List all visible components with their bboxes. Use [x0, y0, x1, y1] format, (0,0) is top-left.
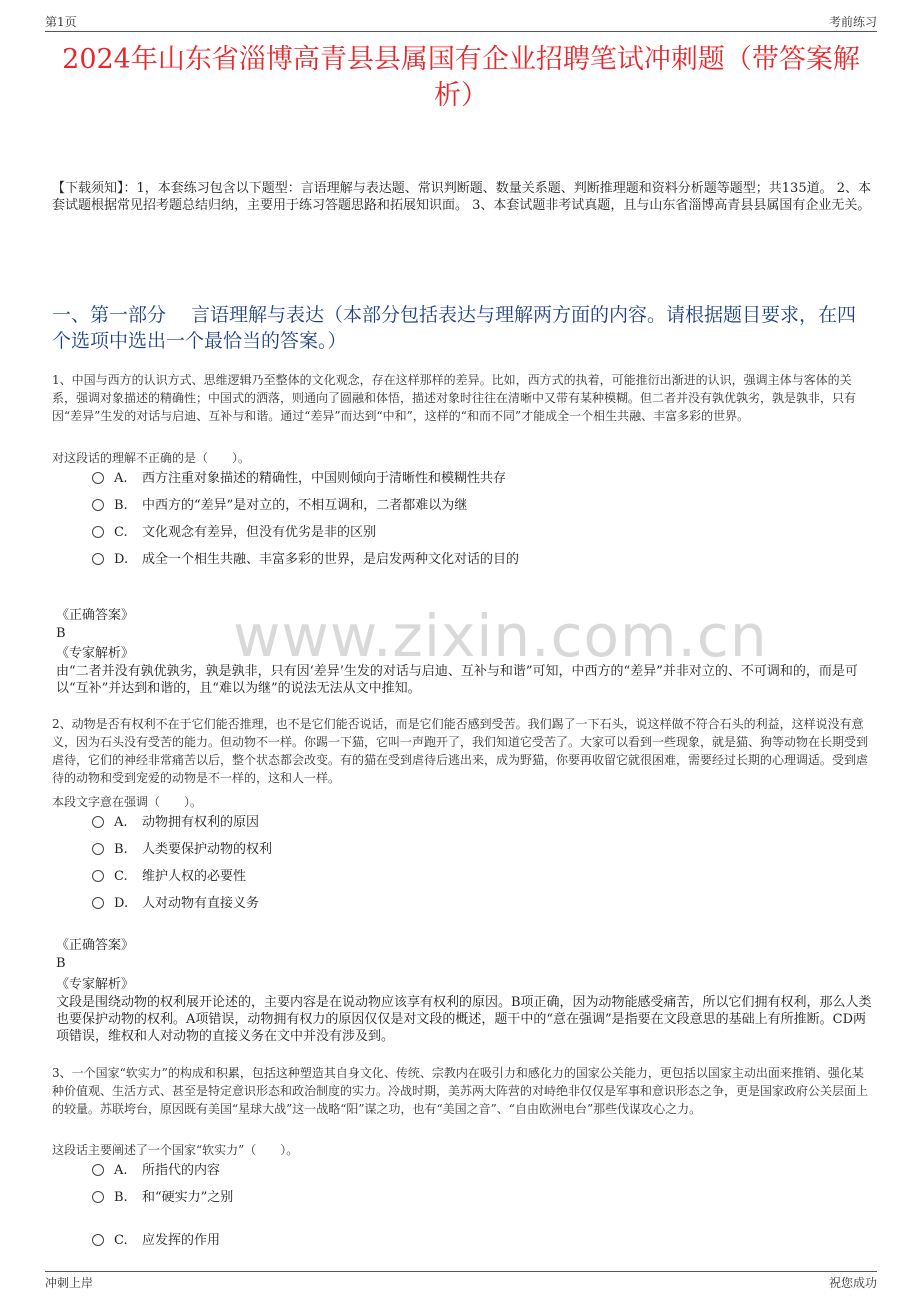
radio-icon[interactable]	[92, 870, 104, 882]
header-label: 考前练习	[828, 15, 877, 29]
question-1-option-c[interactable]: C. 文化观念有差异，但没有优劣是非的区别	[92, 523, 376, 543]
answer-label: 《正确答案》	[56, 938, 135, 953]
page-header	[45, 13, 877, 32]
question-1-option-d[interactable]: D. 成全一个相生共融、丰富多彩的世界，是启发两种文化对话的目的	[92, 550, 519, 570]
radio-icon[interactable]	[92, 816, 104, 828]
analysis-text: 由“二者并没有孰优孰劣，孰是孰非，只有因‘差异’生发的对话与启迪、互补与和谐”可知，中西方的“差异”并非对立的、不可调和的，而是可以“互补”并达到和谐的，且“难以为继”的说法无法从文中推知。	[56, 664, 858, 696]
analysis-text: 文段是围绕动物的权利展开论述的，主要内容是在说动物应该享有权利的原因。B项正确，因为动物能感受痛苦，所以它们拥有权利，那么人类也要保护动物的权利。A项错误，动物拥有权力的原因仅仅是对文段的概述，题干中的“意在强调”是指要在文段意思的基础上有所推断。CD两项错误，维权和人对动物的直接义务在文中并没有涉及到。	[56, 995, 872, 1044]
analysis-label: 《专家解析》	[56, 646, 135, 661]
question-1-option-a[interactable]: A. 西方注重对象描述的精确性，中国则倾向于清晰性和模糊性共存	[92, 469, 506, 489]
radio-icon[interactable]	[92, 1234, 104, 1246]
radio-icon[interactable]	[92, 897, 104, 909]
section-heading: 一、第一部分 言语理解与表达（本部分包括表达与理解两方面的内容。请根据题目要求，在四个选项中选出一个最恰当的答案。）	[52, 304, 857, 352]
footer-left: 冲刺上岸	[45, 1276, 94, 1290]
answer-value: B	[56, 626, 66, 641]
question-2-text: 2、动物是否有权利不在于它们能否推理，也不是它们能否说话，而是它们能否感到受苦。我们踢了一下石头，说这样做不符合石头的利益，这样说没有意义，因为石头没有受苦的能力。但动物不一样。你踢一下猫，它叫一声跑开了，我们知道它受苦了。大家可以看到一些现象，就是猫、狗等动物在长期受到虐待，它们的神经非常痛苦以后，整个状态都会改变。有的猫在受到虐待后逃出来，成为野猫，你要再收留它就很困难，需要经过长期的心理调适。受到虐待的动物和受到宠爱的动物是不一样的，这和人一样。	[52, 717, 869, 785]
question-2-option-c[interactable]: C. 维护人权的必要性	[92, 867, 246, 887]
answer-label: 《正确答案》	[56, 608, 135, 623]
question-3-text: 3、一个国家“软实力”的构成和积累，包括这种塑造其自身文化、传统、宗教内在吸引力和感化力的国家公关能力，更包括以国家主动出面来推销、强化某种价值观、生活方式、甚至是特定意识形态和政治制度的实力。冷战时期，美苏两大阵营的对峙绝非仅仅是军事和意识形态之争，更是国家政府公关层面上的较量。苏联垮台，原因既有美国“星球大战”这一战略“阳”谋之功，也有“美国之音”、“自由欧洲电台”那些伐谋攻心之力。	[52, 1066, 869, 1116]
radio-icon[interactable]	[92, 843, 104, 855]
radio-icon[interactable]	[92, 499, 104, 511]
radio-icon[interactable]	[92, 1191, 104, 1203]
question-3-option-b[interactable]: B. 和“硬实力”之别	[92, 1188, 233, 1208]
question-2-option-a[interactable]: A. 动物拥有权利的原因	[92, 813, 259, 833]
footer-right: 祝您成功	[828, 1276, 877, 1290]
radio-icon[interactable]	[92, 1164, 104, 1176]
question-1-ask: 对这段话的理解不正确的是（ ）。	[52, 451, 251, 465]
watermark: www.zixin.com.cn	[233, 602, 768, 670]
question-3-option-c[interactable]: C. 应发挥的作用	[92, 1231, 220, 1251]
question-1-text: 1、中国与西方的认识方式、思维逻辑乃至整体的文化观念，存在这样那样的差异。比如，西方式的执着，可能推衍出渐进的认识，强调主体与客体的关系，强调对象描述的精确性；中国式的洒落，则通向了圆融和体悟，描述对象时往往在清晰中又带有某种模糊。但二者并没有孰优孰劣，孰是孰非，只有因“差异”生发的对话与启迪、互补与和谐。通过“差异”而达到“中和”，这样的“和而不同”才能成全一个相生共融、丰富多彩的世界。	[52, 373, 857, 423]
analysis-label: 《专家解析》	[56, 977, 135, 992]
question-2-option-b[interactable]: B. 人类要保护动物的权利	[92, 840, 272, 860]
document-title: 2024年山东省淄博高青县县属国有企业招聘笔试冲刺题（带答案解析）	[62, 44, 860, 111]
page-footer	[45, 1271, 877, 1292]
radio-icon[interactable]	[92, 526, 104, 538]
question-2-ask: 本段文字意在强调（ ）。	[52, 795, 203, 809]
question-3-option-a[interactable]: A. 所指代的内容	[92, 1161, 220, 1181]
radio-icon[interactable]	[92, 553, 104, 565]
download-notice: 【下载须知】：1，本套练习包含以下题型：言语理解与表达题、常识判断题、数量关系题、判断推理题和资料分析题等题型；共135道。 2、本套试题根据常见招考题总结归纳，主要用于练习答题思路和拓展知识面。 3、本套试题非考试真题，且与山东省淄博高青县县属国有企业无关。	[52, 181, 871, 213]
question-1-option-b[interactable]: B. 中西方的“差异”是对立的，不相互调和，二者都难以为继	[92, 496, 467, 516]
radio-icon[interactable]	[92, 472, 104, 484]
question-2-option-d[interactable]: D. 人对动物有直接义务	[92, 894, 259, 914]
question-3-ask: 这段话主要阐述了一个国家“软实力”（ ）。	[52, 1143, 299, 1157]
answer-value: B	[56, 956, 66, 971]
page-number: 第1页	[45, 15, 77, 29]
